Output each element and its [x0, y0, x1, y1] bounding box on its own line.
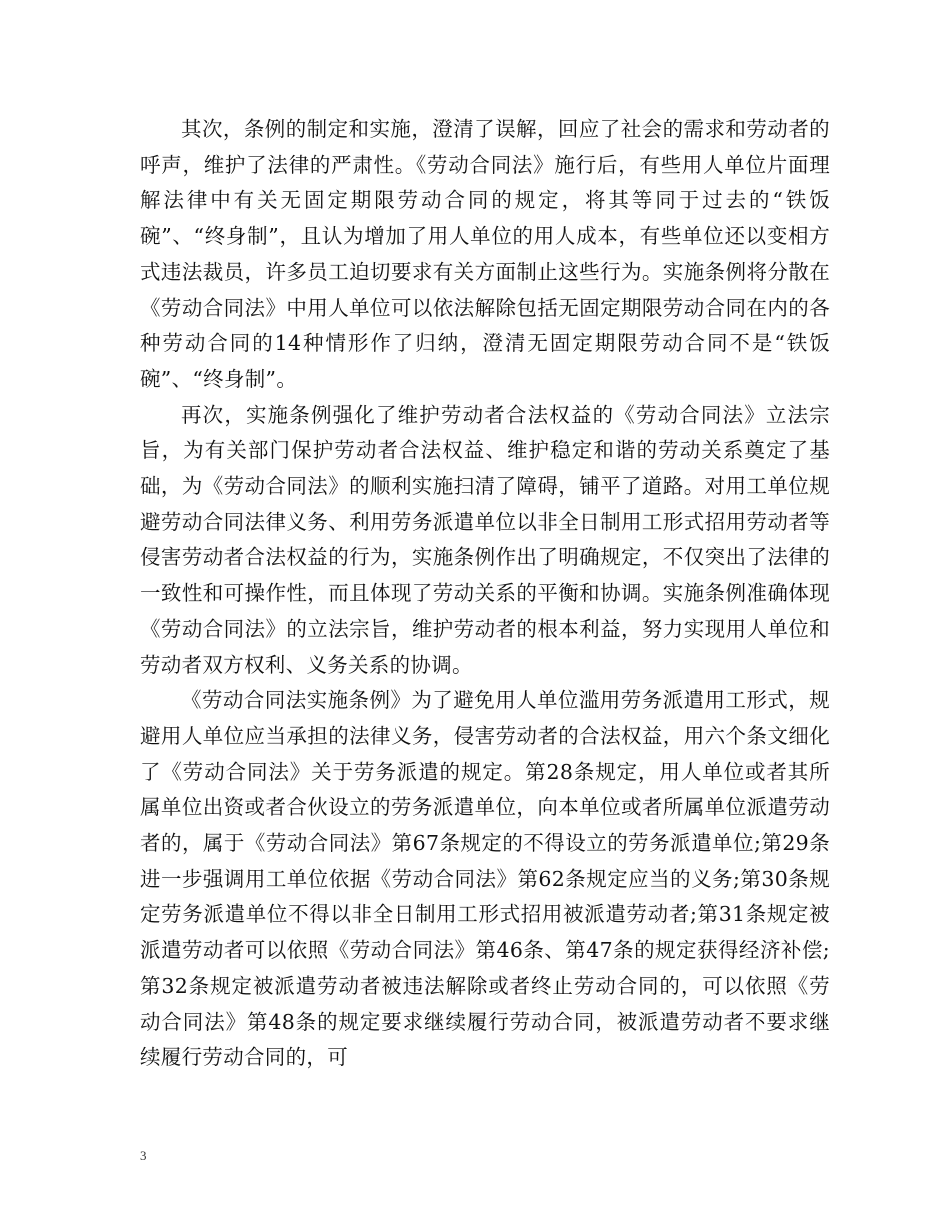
paragraph-3: 《劳动合同法实施条例》为了避免用人单位滥用劳务派遣用工形式，规避用人单位应当承担的法律义务，侵害劳动者的合法权益，用六个条文细化了《劳动合同法》关于劳务派遣的规定。第28条规定，用人单位或者其所属单位出资或者合伙设立的劳务派遣单位，向本单位或者所属单位派遣劳动者的，属于《劳动合同法》第67条规定的不得设立的劳务派遣单位;第29条进一步强调用工单位依据《劳动合同法》第62条规定应当的义务;第30条规定劳务派遣单位不得以非全日制用工形式招用被派遣劳动者;第31条规定被派遣劳动者可以依照《劳动合同法》第46条、第47条的规定获得经济补偿;第32条规定被派遣劳动者被违法解除或者终止劳动合同的，可以依照《劳动合同法》第48条的规定要求继续履行劳动合同，被派遣劳动者不要求继续履行劳动合同的，可 — [140, 688, 830, 1070]
page-number: 3 — [140, 1148, 147, 1163]
paragraph-2: 再次，实施条例强化了维护劳动者合法权益的《劳动合同法》立法宗旨，为有关部门保护劳动者合法权益、维护稳定和谐的劳动关系奠定了基础，为《劳动合同法》的顺利实施扫清了障碍，铺平了道路。对用工单位规避劳动合同法律义务、利用劳务派遣单位以非全日制用工形式招用劳动者等侵害劳动者合法权益的行为，实施条例作出了明确规定，不仅突出了法律的一致性和可操作性，而且体现了劳动关系的平衡和协调。实施条例准确体现《劳动合同法》的立法宗旨，维护劳动者的根本利益，努力实现用人单位和劳动者双方权利、义务关系的协调。 — [140, 402, 830, 677]
body-text — [140, 112, 830, 1076]
paragraph-1: 其次，条例的制定和实施，澄清了误解，回应了社会的需求和劳动者的呼声，维护了法律的严肃性。《劳动合同法》施行后，有些用人单位片面理解法律中有关无固定期限劳动合同的规定，将其等同于过去的“铁饭碗”、“终身制”，且认为增加了用人单位的用人成本，有些单位还以变相方式违法裁员，许多员工迫切要求有关方面制止这些行为。实施条例将分散在《劳动合同法》中用人单位可以依法解除包括无固定期限劳动合同在内的各种劳动合同的14种情形作了归纳，澄清无固定期限劳动合同不是“铁饭碗”、“终身制”。 — [140, 117, 830, 391]
